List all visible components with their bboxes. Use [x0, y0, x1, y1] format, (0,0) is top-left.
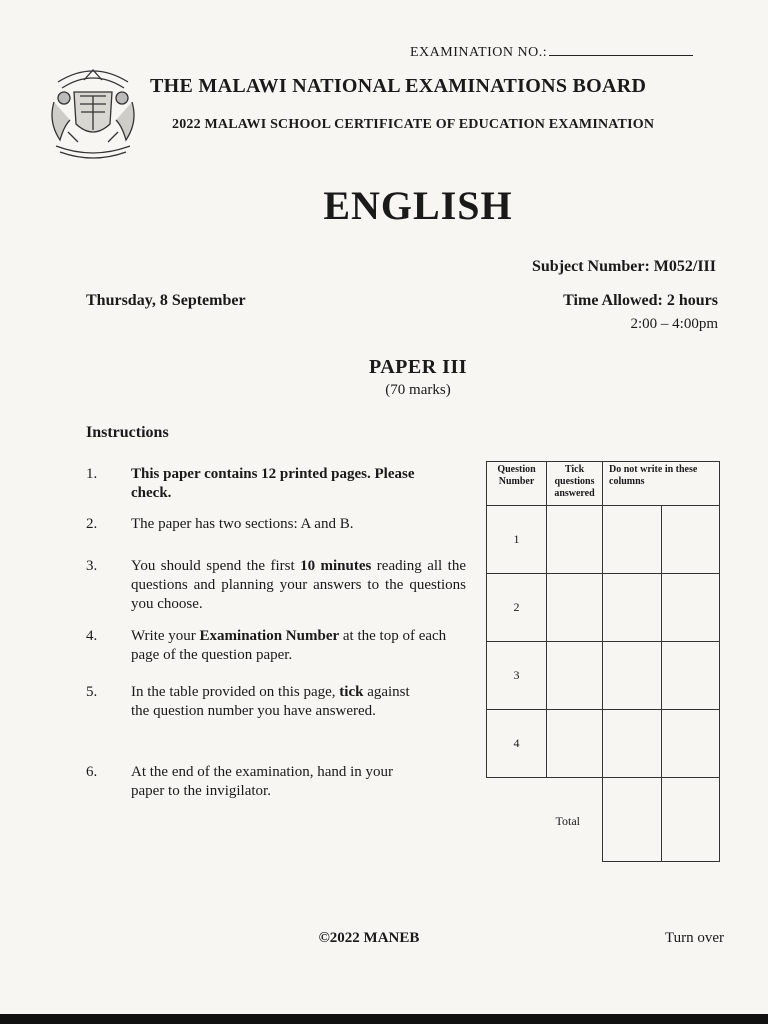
paper-marks: (70 marks) — [385, 382, 451, 398]
question-number-cell: 2 — [487, 574, 547, 642]
table-row — [487, 506, 720, 574]
instruction-number: 6. — [86, 764, 98, 780]
paper-title: PAPER III — [368, 356, 468, 378]
question-number-cell: 3 — [487, 642, 547, 710]
instruction-number: 3. — [86, 558, 98, 574]
instruction-text: Write your Examination Number at the top of each page of the question paper. — [131, 628, 447, 663]
instruction-number: 1. — [86, 466, 98, 482]
instruction-item — [86, 763, 466, 801]
subject-number: Subject Number: M052/III — [532, 258, 716, 275]
instruction-text: You should spend the first 10 minutes reading all the questions and planning your answers to the questions you choose. — [131, 558, 466, 612]
instruction-text: At the end of the examination, hand in your paper to the invigilator. — [131, 764, 394, 799]
instructions-heading: Instructions — [86, 424, 169, 441]
examiner-cell — [603, 506, 662, 574]
examination-number-field — [410, 44, 693, 61]
header-tick-questions: Tick questions answered — [547, 462, 603, 506]
instruction-number: 2. — [86, 516, 98, 532]
examiner-cell — [603, 574, 662, 642]
board-title: THE MALAWI NATIONAL EXAMINATIONS BOARD — [150, 75, 647, 97]
time-allowed: Time Allowed: 2 hours — [563, 292, 718, 309]
exam-date: Thursday, 8 September — [86, 292, 246, 309]
examiner-cell — [662, 642, 720, 710]
instruction-text: This paper contains 12 printed pages. Please check. — [131, 466, 415, 501]
tick-cell[interactable] — [547, 710, 603, 778]
instruction-item — [86, 515, 466, 534]
instruction-number: 5. — [86, 684, 98, 700]
table-row — [487, 642, 720, 710]
examiner-cell — [603, 642, 662, 710]
total-cell — [603, 778, 662, 862]
subject-title: ENGLISH — [323, 183, 513, 228]
table-row — [487, 574, 720, 642]
instruction-item — [86, 557, 466, 614]
examiner-cell — [603, 710, 662, 778]
instruction-item — [86, 683, 466, 721]
examiner-cell — [662, 710, 720, 778]
header-do-not-write: Do not write in these columns — [603, 462, 720, 506]
instruction-item — [86, 627, 466, 665]
total-label: Total — [555, 814, 580, 828]
question-number-cell: 4 — [487, 710, 547, 778]
question-tick-table — [486, 461, 720, 862]
total-cell — [662, 778, 720, 862]
question-number-cell: 1 — [487, 506, 547, 574]
instruction-number: 4. — [86, 628, 98, 644]
instruction-text: In the table provided on this page, tick against the question number you have answered. — [131, 684, 410, 719]
examiner-cell — [662, 574, 720, 642]
tick-cell[interactable] — [547, 642, 603, 710]
header-question-number: Question Number — [487, 462, 547, 506]
maneb-crest-logo — [44, 62, 142, 162]
instruction-item — [86, 465, 466, 503]
tick-cell[interactable] — [547, 506, 603, 574]
total-row — [487, 778, 720, 862]
tick-cell[interactable] — [547, 574, 603, 642]
time-range: 2:00 – 4:00pm — [630, 316, 718, 332]
examiner-cell — [662, 506, 720, 574]
turn-over-note: Turn over — [664, 930, 724, 946]
exam-title: 2022 MALAWI SCHOOL CERTIFICATE OF EDUCATION EXAMINATION — [172, 117, 655, 132]
examination-number-label: EXAMINATION NO.: — [410, 45, 548, 60]
copyright-notice: ©2022 MANEB — [318, 930, 420, 946]
instruction-text: The paper has two sections: A and B. — [131, 516, 354, 532]
scan-edge-bar — [0, 1014, 768, 1024]
examination-number-line — [549, 44, 693, 56]
table-row — [487, 710, 720, 778]
